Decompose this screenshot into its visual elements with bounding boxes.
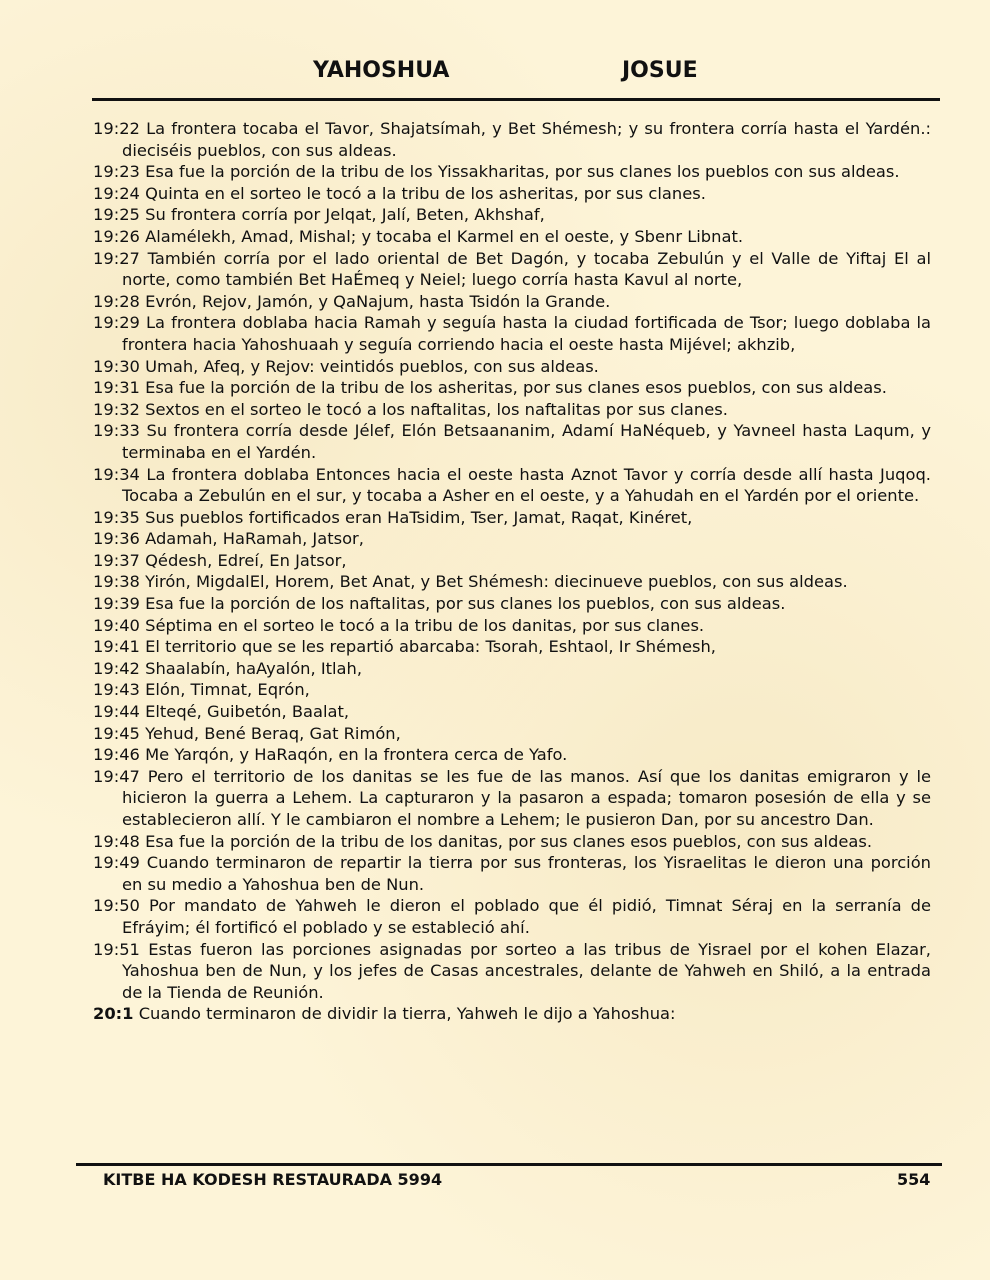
verse-text: Shaalabín, haAyalón, Itlah, <box>145 658 363 678</box>
verse-text: También corría por el lado oriental de Bet Dagón, y tocaba Zebulún y el Valle de Yiftaj El al norte, como también Bet HaÉmeq y Neiel; luego corría hasta Kavul al norte, <box>122 248 931 290</box>
verse <box>93 204 931 226</box>
verse-text: Qédesh, Edreí, En Jatsor, <box>145 550 347 570</box>
verse-text: La frontera doblaba hacia Ramah y seguía hasta la ciudad fortificada de Tsor; luego doblaba la frontera hacia Yahoshuaah y seguía corriendo hacia el oeste hasta Mijével; akhzib, <box>122 313 931 354</box>
header-right-title: JOSUE <box>622 58 698 83</box>
verse-text: Esa fue la porción de los naftalitas, por sus clanes los pueblos, con sus aldeas. <box>145 594 786 614</box>
verse <box>93 766 931 831</box>
header-rule <box>92 98 940 101</box>
verse-reference: 19:48 <box>93 831 140 851</box>
verse <box>93 464 931 507</box>
verse-text: Su frontera corría desde Jélef, Elón Betsaananim, Adamí HaNéqueb, y Yavneel hasta Laqum, y terminaba en el Yardén. <box>122 421 931 462</box>
verse <box>93 507 931 529</box>
verse-text: Sus pueblos fortificados eran HaTsidim, Tser, Jamat, Raqat, Kinéret, <box>145 507 693 527</box>
verse <box>93 377 931 399</box>
verse <box>93 615 931 637</box>
verse-text: El territorio que se les repartió abarcaba: Tsorah, Eshtaol, Ir Shémesh, <box>145 637 716 657</box>
verse-text: Umah, Afeq, y Rejov: veintidós pueblos, con sus aldeas. <box>145 356 599 376</box>
verse <box>93 939 931 1004</box>
verse <box>93 248 931 291</box>
verse <box>93 895 931 938</box>
verse-reference: 19:46 <box>93 745 140 765</box>
verse <box>93 356 931 378</box>
verse-reference: 19:44 <box>93 702 140 722</box>
page-number: 554 <box>897 1170 931 1189</box>
verse <box>93 226 931 248</box>
verse-text: Elteqé, Guibetón, Baalat, <box>145 702 350 722</box>
verse-reference: 19:26 <box>93 226 140 246</box>
verse-reference: 19:37 <box>93 550 140 570</box>
verse <box>93 744 931 766</box>
verse-reference: 19:51 <box>93 939 140 959</box>
verse-reference: 19:31 <box>93 378 140 398</box>
verse-text: Pero el territorio de los danitas se les fue de las manos. Así que los danitas emigraron y le hicieron la guerra a Lehem. La capturaron y la pasaron a espada; tomaron posesión de ella y se establecieron allí. Y le cambiaron el nombre a Lehem; le pusieron Dan, por su ancestro Dan. <box>122 766 931 829</box>
verse <box>93 831 931 853</box>
verse-text: Alamélekh, Amad, Mishal; y tocaba el Karmel en el oeste, y Sbenr Libnat. <box>145 226 743 246</box>
verse-reference: 19:39 <box>93 594 140 614</box>
verse-reference: 19:30 <box>93 356 140 376</box>
footer-rule <box>76 1163 942 1166</box>
verse-text: Yirón, MigdalEl, Horem, Bet Anat, y Bet Shémesh: diecinueve pueblos, con sus aldeas. <box>145 572 848 592</box>
verse-reference: 19:22 <box>93 119 140 138</box>
verse <box>93 852 931 895</box>
verse <box>93 658 931 680</box>
verse <box>93 291 931 313</box>
verse-text: Cuando terminaron de repartir la tierra por sus fronteras, los Yisraelitas le dieron una porción en su medio a Yahoshua ben de Nun. <box>122 853 931 894</box>
verse-reference: 19:32 <box>93 399 140 419</box>
verse <box>93 550 931 572</box>
verse <box>93 593 931 615</box>
header-left-title: YAHOSHUA <box>313 58 450 83</box>
verse-reference: 19:28 <box>93 291 140 311</box>
verse-reference: 19:40 <box>93 615 140 635</box>
verse-text: Yehud, Bené Beraq, Gat Rimón, <box>145 723 401 743</box>
verse-reference: 19:42 <box>93 658 140 678</box>
verse-reference: 19:33 <box>93 421 140 441</box>
verse-text: Adamah, HaRamah, Jatsor, <box>145 529 364 549</box>
verse-reference: 19:34 <box>93 464 140 484</box>
verse-text: Su frontera corría por Jelqat, Jalí, Beten, Akhshaf, <box>145 205 545 225</box>
verse <box>93 312 931 355</box>
verse <box>93 399 931 421</box>
verse <box>93 1003 931 1025</box>
verse-text: Quinta en el sorteo le tocó a la tribu de los asheritas, por sus clanes. <box>145 183 706 203</box>
verse <box>93 723 931 745</box>
verse <box>93 161 931 183</box>
verse-reference: 19:36 <box>93 529 140 549</box>
verse-reference: 19:45 <box>93 723 140 743</box>
verse-text: Evrón, Rejov, Jamón, y QaNajum, hasta Tsidón la Grande. <box>145 291 611 311</box>
verse <box>93 571 931 593</box>
verse <box>93 528 931 550</box>
verse <box>93 636 931 658</box>
verse-reference: 19:35 <box>93 507 140 527</box>
verse-text: Séptima en el sorteo le tocó a la tribu de los danitas, por sus clanes. <box>145 615 705 635</box>
verse <box>93 183 931 205</box>
footer-title: KITBE HA KODESH RESTAURADA 5994 <box>103 1170 443 1189</box>
verse-text: La frontera doblaba Entonces hacia el oeste hasta Aznot Tavor y corría desde allí hasta Juqoq. Tocaba a Zebulún en el sur, y tocaba a Asher en el oeste, y a Yahudah en el Yardén por el oriente. <box>122 464 931 506</box>
verse-reference: 20:1 <box>93 1004 134 1024</box>
verse-reference: 19:29 <box>93 313 140 333</box>
verse-reference: 19:43 <box>93 680 140 700</box>
verse <box>93 118 931 161</box>
verse-reference: 19:50 <box>93 896 140 916</box>
verse-text: Esa fue la porción de la tribu de los asheritas, por sus clanes esos pueblos, con sus aldeas. <box>145 378 887 398</box>
verse-reference: 19:27 <box>93 248 140 268</box>
verse-text: La frontera tocaba el Tavor, Shajatsímah, y Bet Shémesh; y su frontera corría hasta el Yardén.: dieciséis pueblos, con sus aldeas. <box>122 119 931 160</box>
verse-reference: 19:38 <box>93 572 140 592</box>
verse-text: Esa fue la porción de la tribu de los danitas, por sus clanes esos pueblos, con sus aldeas. <box>145 831 873 851</box>
verse-text: Esa fue la porción de la tribu de los Yissakharitas, por sus clanes los pueblos con sus aldeas. <box>145 162 900 182</box>
verse-text: Me Yarqón, y HaRaqón, en la frontera cerca de Yafo. <box>145 745 568 765</box>
verse-list <box>93 118 931 1025</box>
verse <box>93 679 931 701</box>
running-header <box>0 58 990 90</box>
verse-text: Estas fueron las porciones asignadas por sorteo a las tribus de Yisrael por el kohen Elazar, Yahoshua ben de Nun, y los jefes de Casas ancestrales, delante de Yahweh en Shiló, a la entrada de la Tienda de Reunión. <box>122 939 931 1002</box>
verse-reference: 19:25 <box>93 205 140 225</box>
verse-reference: 19:41 <box>93 637 140 657</box>
verse-reference: 19:23 <box>93 162 140 182</box>
verse-text: Elón, Timnat, Eqrón, <box>145 680 310 700</box>
verse-text: Cuando terminaron de dividir la tierra, Yahweh le dijo a Yahoshua: <box>138 1004 676 1024</box>
verse-text: Sextos en el sorteo le tocó a los naftalitas, los naftalitas por sus clanes. <box>145 399 728 419</box>
verse-reference: 19:24 <box>93 183 140 203</box>
verse-text: Por mandato de Yahweh le dieron el poblado que él pidió, Timnat Séraj en la serranía de Efráyim; él fortificó el poblado y se estableció ahí. <box>122 896 931 937</box>
verse <box>93 701 931 723</box>
verse-reference: 19:47 <box>93 766 140 786</box>
verse <box>93 420 931 463</box>
verse-reference: 19:49 <box>93 853 140 873</box>
